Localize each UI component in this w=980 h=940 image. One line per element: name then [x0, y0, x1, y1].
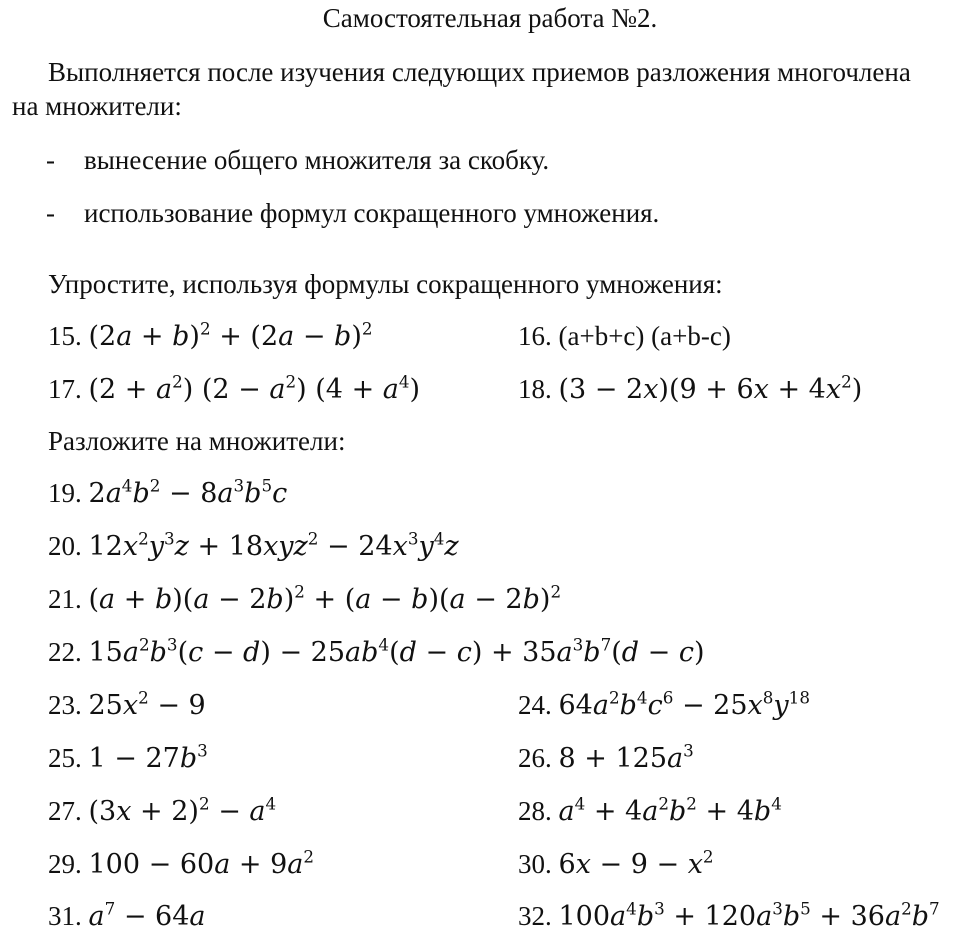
- problem-expression: $(3x + 2)^2 - a^4$: [88, 793, 277, 827]
- problem-31: [48, 900, 206, 933]
- problem-number: 15.: [48, 321, 82, 351]
- problem-number: 24.: [518, 690, 552, 720]
- problem-17: [48, 373, 420, 406]
- problem-expression: $64a^2b^4c^6 - 25x^8y^{18}$: [558, 687, 810, 721]
- problem-28: [518, 795, 782, 828]
- problem-18: [518, 373, 862, 406]
- problem-19: [48, 477, 287, 510]
- problem-expression: $(2 + a^2)$ $(2 - a^2)$ $(4 + a^4)$: [88, 371, 421, 405]
- problem-expression: $25x^2 - 9$: [88, 687, 206, 721]
- page-title: Самостоятельная работа №2.: [322, 3, 658, 33]
- problem-25: [48, 742, 208, 775]
- problem-16: [518, 320, 731, 352]
- problem-number: 16.: [518, 321, 552, 351]
- problem-number: 25.: [48, 743, 82, 773]
- problem-number: 29.: [48, 849, 82, 879]
- problem-number: 17.: [48, 374, 82, 404]
- problem-22: [48, 636, 705, 669]
- problem-number: 19.: [48, 478, 82, 508]
- bullet-dash: -: [46, 198, 55, 228]
- intro-line-2: на множители:: [12, 91, 182, 121]
- problem-expression: (a+b+c) (a+b-c): [558, 321, 731, 351]
- problem-expression: $2a^4b^2 - 8a^3b^5c$: [88, 475, 288, 509]
- bullet-dash: -: [46, 145, 55, 175]
- problem-expression: $1 - 27b^3$: [88, 740, 208, 774]
- problem-expression: $(a + b)(a - 2b)^2 + (a - b)(a - 2b)^2$: [88, 581, 562, 615]
- bullet-item-1: [46, 144, 549, 176]
- bullet-item-2: [46, 197, 659, 229]
- problem-expression: $8 + 125a^3$: [558, 740, 694, 774]
- problem-number: 23.: [48, 690, 82, 720]
- problem-30: [518, 848, 714, 881]
- problem-number: 22.: [48, 637, 82, 667]
- problem-expression: $100a^4b^3 + 120a^3b^5 + 36a^2b^7$: [558, 898, 940, 932]
- problem-number: 27.: [48, 796, 82, 826]
- problem-23: [48, 689, 206, 722]
- intro-line-1: Выполняется после изучения следующих приемов разложения многочлена: [48, 57, 911, 87]
- problem-expression: $100 - 60a + 9a^2$: [88, 846, 315, 880]
- problem-27: [48, 795, 276, 828]
- problem-number: 18.: [518, 374, 552, 404]
- problem-number: 30.: [518, 849, 552, 879]
- problem-number: 28.: [518, 796, 552, 826]
- problem-26: [518, 742, 694, 775]
- problem-expression: $(2a + b)^2 + (2a - b)^2$: [88, 318, 373, 352]
- problem-number: 31.: [48, 901, 82, 931]
- problem-expression: $12x^2y^3z + 18xyz^2 - 24x^3y^4z$: [88, 528, 459, 562]
- problem-number: 32.: [518, 901, 552, 931]
- problem-expression: $a^4 + 4a^2b^2 + 4b^4$: [558, 793, 782, 827]
- bullet-text: вынесение общего множителя за скобку.: [84, 145, 550, 175]
- problem-expression: $6x - 9 - x^2$: [558, 846, 714, 880]
- problem-expression: $a^7 - 64a$: [88, 898, 206, 932]
- section-heading-factor: Разложите на множители:: [48, 426, 346, 456]
- problem-expression: $(3 - 2x)(9 + 6x + 4x^2)$: [558, 371, 863, 405]
- problem-expression: $15a^2b^3(c - d) - 25ab^4(d - c) + 35a^3b^7(d - c)$: [88, 634, 705, 668]
- problem-21: [48, 583, 561, 616]
- problem-number: 26.: [518, 743, 552, 773]
- problem-number: 20.: [48, 531, 82, 561]
- problem-20: [48, 530, 459, 563]
- problem-15: [48, 320, 373, 353]
- problem-32: [518, 900, 940, 933]
- problem-29: [48, 848, 314, 881]
- bullet-text: использование формул сокращенного умножения.: [84, 198, 660, 228]
- problem-24: [518, 689, 810, 722]
- problem-number: 21.: [48, 584, 82, 614]
- section-heading-simplify: Упростите, используя формулы сокращенного умножения:: [48, 269, 723, 299]
